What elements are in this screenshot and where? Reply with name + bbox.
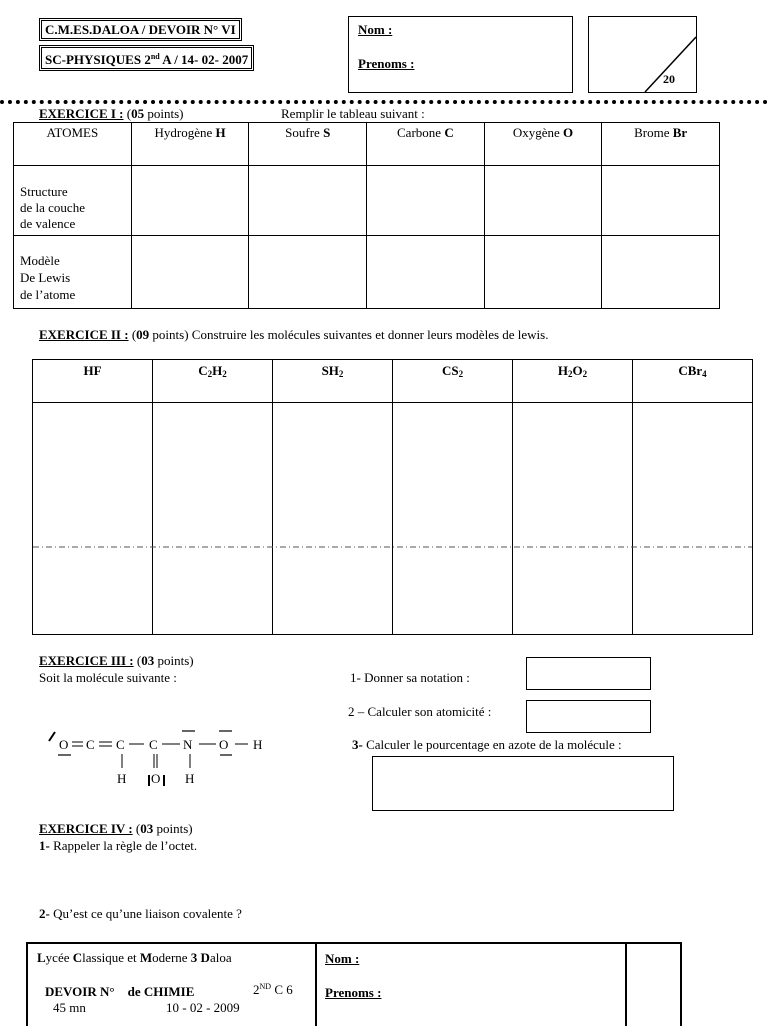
atom-c3: C <box>149 737 158 752</box>
atom-header-carbone: Carbone C <box>367 123 485 166</box>
ex1-heading <box>39 106 183 122</box>
atom-h1: H <box>117 771 127 786</box>
ex4-points-open: ( <box>132 821 141 836</box>
footer-class: 2ND C 6 <box>253 982 293 997</box>
score-diagonal <box>589 17 696 92</box>
answer-cell[interactable] <box>273 403 393 635</box>
atom-h2: H <box>185 771 195 786</box>
atom-o3: O <box>151 771 161 786</box>
atom-header-soufre: Soufre S <box>249 123 367 166</box>
ex3-q3 <box>352 737 622 753</box>
dotted-separator <box>0 100 768 104</box>
answer-cell[interactable] <box>484 236 602 309</box>
ex2-table <box>32 359 753 635</box>
ex1-points-close: points) <box>144 106 184 121</box>
ex2-text: points) Construire les molécules suivantes et donner leurs modèles de lewis. <box>149 327 549 342</box>
ex1-table <box>13 122 720 309</box>
score-total: 20 <box>663 72 675 86</box>
ex4-q1-text: Rappeler la règle de l’octet. <box>49 838 198 853</box>
molecule-header-hf: HF <box>33 360 153 403</box>
atom-header-brome: Brome Br <box>602 123 720 166</box>
answer-cell[interactable] <box>131 236 249 309</box>
row-label-lewis: Modèle De Lewis de l’atome <box>14 236 132 309</box>
ex1-col-header-atomes: ATOMES <box>14 123 132 166</box>
ex1-instruction: Remplir le tableau suivant : <box>281 106 425 121</box>
footer-duration: 45 mn <box>53 1000 86 1015</box>
answer-cell[interactable] <box>393 403 513 635</box>
molecule-header-sh2: $SH_2$ <box>273 360 393 403</box>
answer-cell[interactable] <box>367 166 485 236</box>
school-title: C.M.ES.DALOA / DEVOIR N° VI <box>45 22 236 37</box>
atom-o2: O <box>219 737 229 752</box>
molecule-header-h2o2: $H_2O_2$ <box>513 360 633 403</box>
answer-cell[interactable] <box>131 166 249 236</box>
answer-cell[interactable] <box>633 403 753 635</box>
ex3-q3-text: Calculer le pourcentage en azote de la molécule : <box>362 737 622 752</box>
molecule-header-c2h2: $C_2H_2$ <box>153 360 273 403</box>
ex3-q2: 2 – Calculer son atomicité : <box>348 704 492 719</box>
ex4-q1 <box>39 838 197 854</box>
molecule-header-cs2: $CS_2$ <box>393 360 513 403</box>
answer-cell[interactable] <box>602 236 720 309</box>
atom-n: N <box>183 737 193 752</box>
subject-prefix: SC-PHYSIQUES 2 <box>45 52 151 67</box>
footer-devoir: DEVOIR N° de CHIMIE <box>45 984 195 999</box>
answer-cell[interactable] <box>33 403 153 635</box>
ex4-points: 03 <box>140 821 154 836</box>
ex1-points-open: ( <box>123 106 132 121</box>
ex1-title: EXERCICE I : <box>39 106 124 121</box>
answer-cell[interactable] <box>602 166 720 236</box>
footer-header-box <box>26 942 682 1026</box>
ex3-title: EXERCICE III : <box>39 653 134 668</box>
subject-box <box>39 45 254 71</box>
ex3-points: 03 <box>141 653 155 668</box>
footer-divider-2 <box>625 944 627 1026</box>
atom-c2: C <box>116 737 125 752</box>
ex2-points: 09 <box>136 327 150 342</box>
prenoms-label: Prenoms : <box>358 56 415 71</box>
ex3-q1: 1- Donner sa notation : <box>350 670 470 685</box>
molecule-header-cbr4: CBr$_4$ <box>633 360 753 403</box>
ex3-points-close: points) <box>154 653 194 668</box>
ex4-q2 <box>39 906 242 922</box>
percentage-answer-box[interactable] <box>372 756 674 811</box>
answer-cell[interactable] <box>249 166 367 236</box>
dashdot-divider <box>33 546 752 548</box>
footer-divider-1 <box>315 944 317 1026</box>
answer-cell[interactable] <box>484 166 602 236</box>
nom-label: Nom : <box>358 22 393 37</box>
subject-suffix: A / 14- 02- 2007 <box>159 52 249 67</box>
subject-sup: nd <box>150 52 160 61</box>
atom-o1: O <box>59 737 69 752</box>
atom-header-hydrogene: Hydrogène H <box>131 123 249 166</box>
footer-date: 10 - 02 - 2009 <box>166 1000 240 1015</box>
ex4-q2-num: 2- <box>39 906 50 921</box>
answer-cell[interactable] <box>513 403 633 635</box>
molecule-structure <box>40 728 280 790</box>
answer-cell[interactable] <box>249 236 367 309</box>
ex4-q1-num: 1- <box>39 838 50 853</box>
answer-cell[interactable] <box>367 236 485 309</box>
footer-prenoms-label: Prenoms : <box>325 985 382 1000</box>
ex3-points-open: ( <box>133 653 142 668</box>
ex2-title: EXERCICE II : <box>39 327 129 342</box>
name-box[interactable] <box>348 16 573 93</box>
ex3-heading <box>39 653 194 669</box>
ex1-points: 05 <box>131 106 145 121</box>
atom-header-oxygene: Oxygène O <box>484 123 602 166</box>
notation-answer-box[interactable] <box>526 657 651 690</box>
ex3-q3-num: 3- <box>352 737 363 752</box>
ex4-title: EXERCICE IV : <box>39 821 133 836</box>
atomicity-answer-box[interactable] <box>526 700 651 733</box>
ex4-heading <box>39 821 193 837</box>
ex2-heading <box>39 327 548 343</box>
ex3-intro: Soit la molécule suivante : <box>39 670 177 685</box>
footer-nom-label: Nom : <box>325 951 360 966</box>
ex2-points-open: ( <box>128 327 137 342</box>
score-box[interactable] <box>588 16 697 93</box>
answer-cell[interactable] <box>153 403 273 635</box>
ex4-points-close: points) <box>153 821 193 836</box>
atom-c1: C <box>86 737 95 752</box>
row-label-structure: Structure de la couche de valence <box>14 166 132 236</box>
lycee-name: Lycée Classique et Moderne 3 Daloa <box>37 950 232 965</box>
atom-h-end: H <box>253 737 263 752</box>
school-title-box <box>39 18 242 41</box>
ex4-q2-text: Qu’est ce qu’une liaison covalente ? <box>49 906 242 921</box>
